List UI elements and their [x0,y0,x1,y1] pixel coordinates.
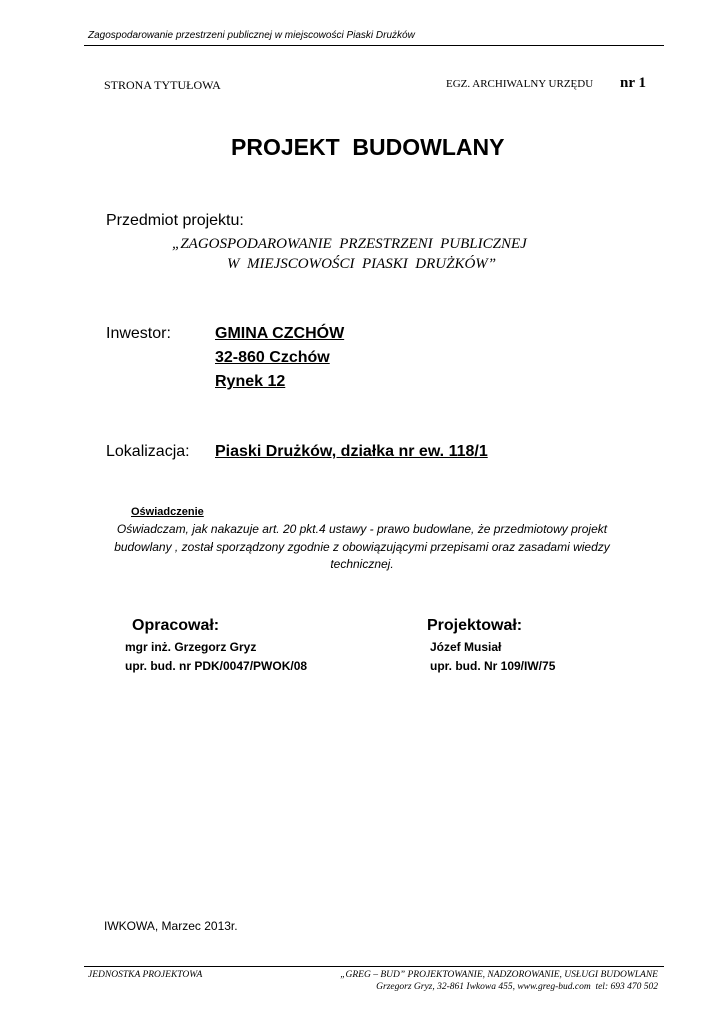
document-title: PROJEKT BUDOWLANY [231,134,505,160]
prepared-by-license: upr. bud. nr PDK/0047/PWOK/08 [125,659,308,673]
footer-contact: Grzegorz Gryz, 32-861 Iwkowa 455, www.greg-bud.com tel: 693 470 502 [376,982,658,992]
investor-postal: 32-860 Czchów [215,349,330,366]
designed-by-license: upr. bud. Nr 109/IW/75 [430,659,556,673]
designed-by-label: Projektował: [427,617,523,634]
title-page-label: STRONA TYTUŁOWA [104,78,221,92]
footer-unit-label: JEDNOSTKA PROJEKTOWA [88,970,203,980]
location-value: Piaski Drużków, działka nr ew. 118/1 [215,443,488,460]
subject-label: Przedmiot projektu: [106,212,244,229]
footer-company: „GREG – BUD” PROJEKTOWANIE, NADZOROWANIE, USŁUGI BUDOWLANE [340,970,658,980]
investor-name: GMINA CZCHÓW [215,325,345,342]
investor-street: Rynek 12 [215,373,286,390]
declaration-heading: Oświadczenie [131,506,204,518]
header-rule [84,45,664,46]
copy-number: nr 1 [620,75,646,91]
location-label: Lokalizacja: [106,443,190,460]
place-date: IWKOWA, Marzec 2013r. [104,919,238,933]
prepared-by-label: Opracował: [132,617,220,634]
investor-label: Inwestor: [106,325,171,342]
declaration-line-3: technicznej. [330,557,394,571]
running-header: Zagospodarowanie przestrzeni publicznej w miejscowości Piaski Drużków [88,30,415,41]
subject-line-1: „ZAGOSPODAROWANIE PRZESTRZENI PUBLICZNEJ [172,236,527,252]
subject-line-2: W MIEJSCOWOŚCI PIASKI DRUŻKÓW” [227,256,497,272]
archive-copy-label: EGZ. ARCHIWALNY URZĘDU [446,78,594,90]
prepared-by-name: mgr inż. Grzegorz Gryz [125,640,257,654]
declaration-line-1: Oświadczam, jak nakazuje art. 20 pkt.4 ustawy - prawo budowlane, że przedmiotowy projekt [116,522,608,536]
declaration-line-2: budowlany , został sporządzony zgodnie z obowiązującymi przepisami oraz zasadami wiedzy [114,540,610,554]
designed-by-name: Józef Musiał [430,640,502,654]
footer-rule [84,966,664,967]
